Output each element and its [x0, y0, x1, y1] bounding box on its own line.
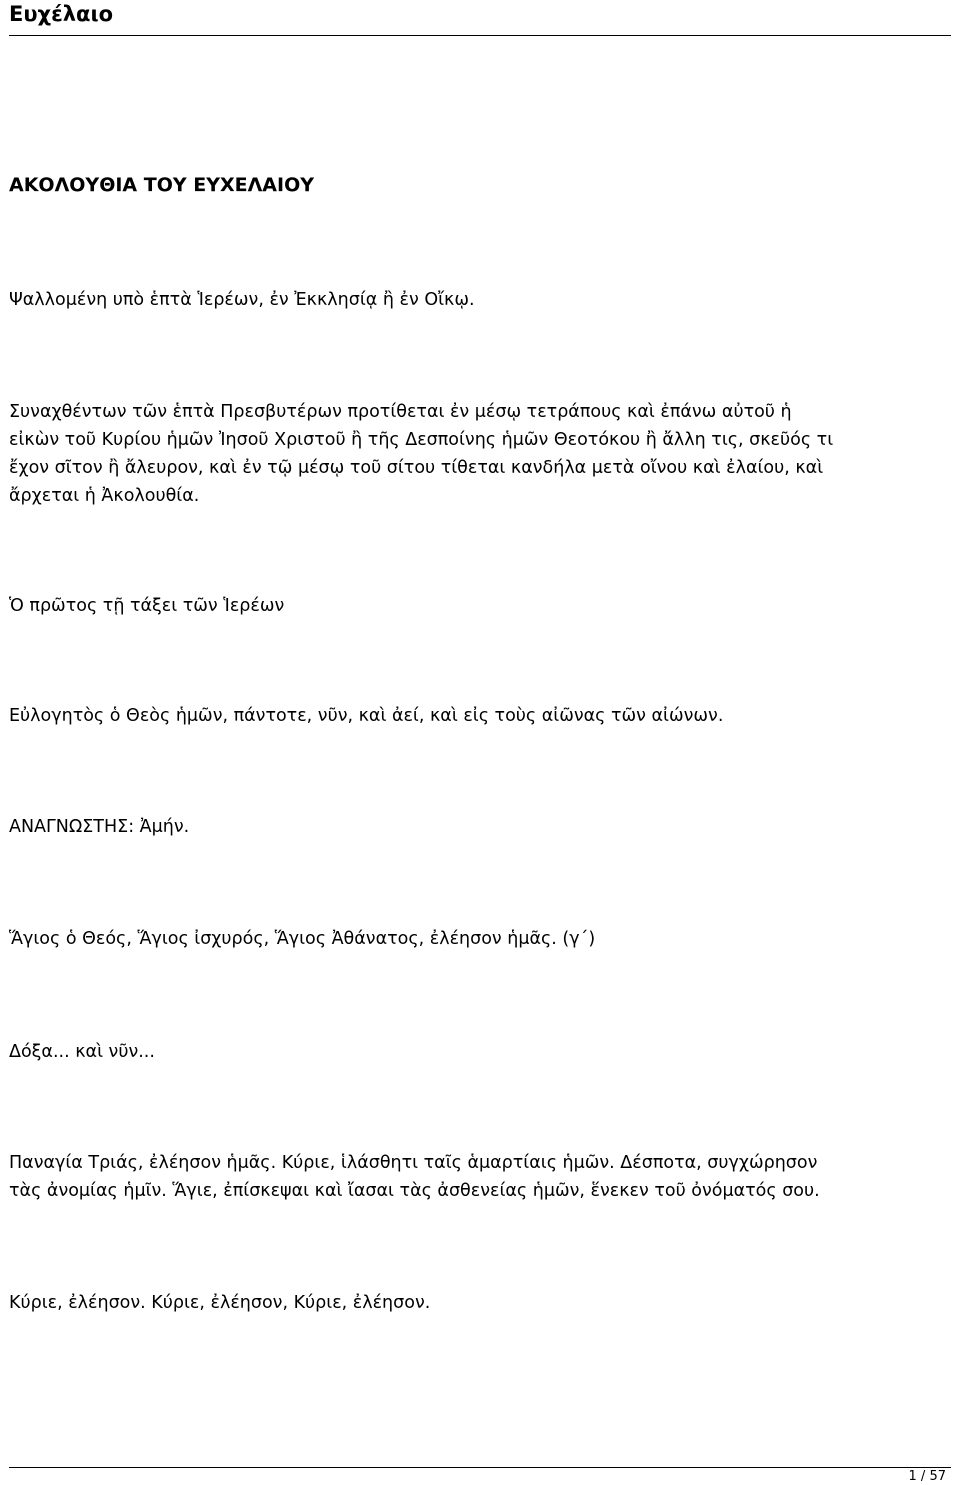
rubric-line: Συναχθέντων τῶν ἑπτὰ Πρεσβυτέρων προτίθεται ἐν μέσῳ τετράπους καὶ ἐπάνω αὐτοῦ ἡ: [9, 402, 792, 422]
reader-amen: ΑΝΑΓΝΩΣΤΗΣ: Ἀμήν.: [9, 817, 190, 837]
trisagion-prayer: Ἅγιος ὁ Θεός, Ἅγιος ἰσχυρός, Ἅγιος Ἀθάνατος, ἐλέησον ἡμᾶς. (γ΄): [9, 929, 596, 949]
prayer-line: Παναγία Τριάς, ἐλέησον ἡμᾶς. Κύριε, ἱλάσθητι ταῖς ἁμαρτίαις ἡμῶν. Δέσποτα, συγχώρησον: [9, 1153, 818, 1173]
rubric-line: εἰκὼν τοῦ Κυρίου ἡμῶν Ἰησοῦ Χριστοῦ ἢ τῆς Δεσποίνης ἡμῶν Θεοτόκου ἢ ἄλλη τις, σκεῦός τι: [9, 430, 834, 450]
opening-blessing: Εὐλογητὸς ὁ Θεὸς ἡμῶν, πάντοτε, νῦν, καὶ ἀεί, καὶ εἰς τοὺς αἰῶνας τῶν αἰώνων.: [9, 706, 724, 726]
prayer-line: τὰς ἀνομίας ἡμῖν. Ἅγιε, ἐπίσκεψαι καὶ ἴασαι τὰς ἀσθενείας ἡμῶν, ἕνεκεν τοῦ ὀνόματός σου.: [9, 1181, 820, 1201]
first-priest-rubric: Ὁ πρῶτος τῇ τάξει τῶν Ἱερέων: [9, 596, 285, 616]
page-number: 1 / 57: [908, 1469, 946, 1484]
kyrie-eleison: Κύριε, ἐλέησον. Κύριε, ἐλέησον, Κύριε, ἐλέησον.: [9, 1293, 431, 1313]
document-subtitle: Ψαλλομένη υπὸ ἑπτὰ Ἱερέων, ἐν Ἐκκλησίᾳ ἢ ἐν Οἴκῳ.: [9, 290, 475, 310]
footer-divider: [9, 1467, 951, 1468]
header-divider: [9, 35, 951, 36]
document-title: ΑΚΟΛΟΥΘΙΑ ΤΟΥ ΕΥΧΕΛΑΙΟΥ: [9, 174, 314, 196]
rubric-line: ἄρχεται ἡ Ἀκολουθία.: [9, 486, 200, 506]
glory-verse: Δόξα... καὶ νῦν...: [9, 1042, 155, 1062]
rubric-line: ἔχον σῖτον ἢ ἄλευρον, καὶ ἐν τῷ μέσῳ τοῦ σίτου τίθεται κανδήλα μετὰ οἴνου καὶ ἐλαίου, καὶ: [9, 458, 824, 478]
document-header-title: Ευχέλαιο: [9, 2, 114, 26]
